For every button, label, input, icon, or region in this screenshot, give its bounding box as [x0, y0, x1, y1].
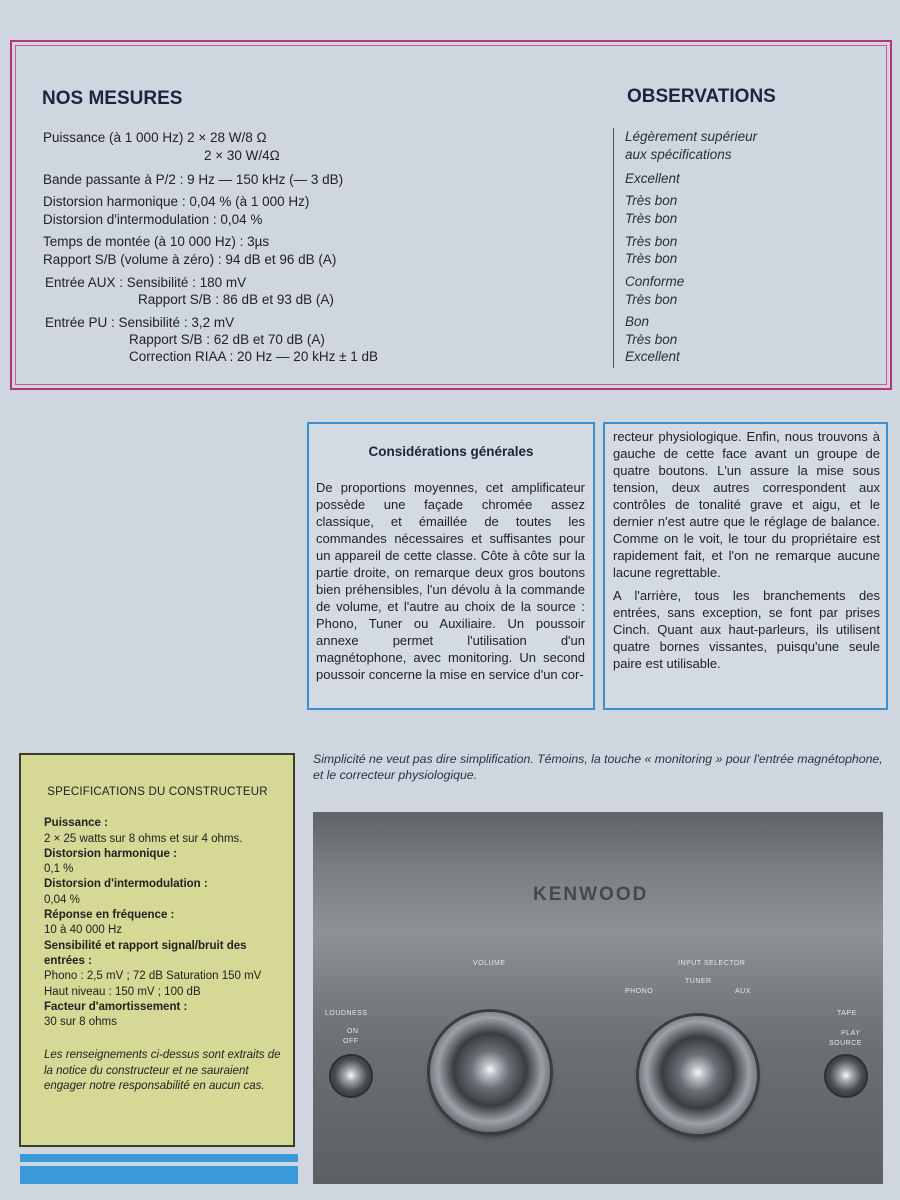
observation: Très bon [625, 193, 678, 208]
observation: Très bon [625, 211, 678, 226]
observation: Excellent [625, 349, 680, 364]
loudness-button [331, 1056, 371, 1096]
measure-row: Rapport S/B : 62 dB et 70 dB (A) [129, 332, 325, 347]
spec-value: 30 sur 8 ohms [44, 1016, 117, 1029]
input-selector-label: INPUT SELECTOR [678, 960, 746, 967]
measurements-box [10, 40, 892, 390]
aux-label: AUX [735, 988, 751, 995]
observation: Excellent [625, 171, 680, 186]
observation: Conforme [625, 274, 685, 289]
measure-row: Puissance (à 1 000 Hz) 2 × 28 W/8 Ω [43, 130, 267, 145]
source-label: SOURCE [829, 1040, 862, 1047]
observation: Très bon [625, 292, 678, 307]
tuner-label: TUNER [685, 978, 712, 985]
observation: Très bon [625, 234, 678, 249]
brand-logo: KENWOOD [533, 884, 649, 905]
measure-row: Temps de montée (à 10 000 Hz) : 3µs [43, 234, 270, 249]
measure-row: Distorsion harmonique : 0,04 % (à 1 000 Hz) [43, 194, 310, 209]
loudness-label: LOUDNESS [325, 1010, 368, 1017]
measure-row: Bande passante à P/2 : 9 Hz — 150 kHz (— 3 dB) [43, 172, 344, 187]
spec-value: Haut niveau : 150 mV ; 100 dB [44, 985, 201, 998]
spec-heading: Facteur d'amortissement : [44, 1000, 188, 1013]
measure-row: Entrée PU : Sensibilité : 3,2 mV [45, 315, 235, 330]
spec-value: 0,1 % [44, 863, 74, 876]
spec-value: 0,04 % [44, 893, 80, 906]
observations-title: OBSERVATIONS [627, 86, 776, 107]
measure-row: 2 × 30 W/4Ω [204, 148, 280, 163]
observation: aux spécifications [625, 147, 732, 162]
spec-value: 2 × 25 watts sur 8 ohms et sur 4 ohms. [44, 832, 243, 845]
volume-label: VOLUME [473, 960, 506, 967]
blue-stripe [20, 1166, 298, 1184]
considerations-title: Considérations générales [368, 444, 534, 459]
tape-monitor-button [826, 1056, 866, 1096]
play-label: PLAY [841, 1030, 861, 1037]
measurements-title: NOS MESURES [42, 88, 183, 109]
spec-value: 10 à 40 000 Hz [44, 924, 123, 937]
considerations-paragraph: De proportions moyennes, cet amplificateur possède une façade chromée assez classique, et émaillée de toutes les commandes nécessaires et suffisantes pour un appareil de cette classe. Côte à côte sur la partie droite, on remarque deux gros boutons bien préhensibles, l'un dévolu à la commande de volume, et l'autre au choix de la source : Phono, Tuner ou Auxiliaire. Un poussoir annexe permet l'utilisation d'un magnétophone, avec monitoring. Un second poussoir concerne la mise en service d'un cor- [316, 480, 585, 682]
measure-row: Rapport S/B : 86 dB et 93 dB (A) [138, 292, 334, 307]
tape-label: TAPE [837, 1010, 857, 1017]
observation: Légèrement supérieur [625, 129, 758, 144]
manufacturer-specs-box [19, 753, 295, 1147]
observations-divider [613, 128, 614, 368]
specs-title: SPECIFICATIONS DU CONSTRUCTEUR [47, 786, 268, 798]
considerations-paragraph: A l'arrière, tous les branchements des entrées, sans exception, se font par prises Cinch. Quant aux haut-parleurs, ils utilisent quatre bornes vissantes, puisqu'une seule paire est utilisable. [613, 588, 880, 671]
measure-row: Distorsion d'intermodulation : 0,04 % [43, 212, 263, 227]
spec-value: Phono : 2,5 mV ; 72 dB Saturation 150 mV [44, 970, 262, 983]
photo-caption: Simplicité ne veut pas dire simplification. Témoins, la touche « monitoring » pour l'entrée magnétophone, et le correcteur physiologique. [313, 752, 883, 782]
observation: Bon [625, 314, 650, 329]
considerations-left-column [307, 422, 595, 710]
measure-row: Correction RIAA : 20 Hz — 20 kHz ± 1 dB [129, 349, 379, 364]
measure-row: Entrée AUX : Sensibilité : 180 mV [45, 275, 247, 290]
specs-disclaimer: Les renseignements ci-dessus sont extraits de la notice du constructeur et ne sauraient engager notre responsabilité en aucun cas. [44, 1049, 281, 1093]
observation: Très bon [625, 332, 678, 347]
input-selector-knob [639, 1016, 757, 1134]
spec-heading: Distorsion d'intermodulation : [44, 878, 208, 891]
spec-heading: Puissance : [44, 817, 108, 830]
volume-knob [430, 1012, 550, 1132]
on-label: ON [347, 1028, 359, 1035]
phono-label: PHONO [625, 988, 654, 995]
considerations-right-column [603, 422, 888, 710]
blue-stripe [20, 1154, 298, 1162]
spec-heading: Sensibilité et rapport signal/bruit des entrées : [44, 939, 247, 967]
spec-heading: Réponse en fréquence : [44, 909, 175, 922]
amplifier-photo [313, 812, 883, 1184]
measure-row: Rapport S/B (volume à zéro) : 94 dB et 96 dB (A) [43, 252, 337, 267]
observation: Très bon [625, 251, 678, 266]
off-label: OFF [343, 1038, 359, 1045]
considerations-paragraph: recteur physiologique. Enfin, nous trouvons à gauche de cette face avant un groupe de quatre boutons. L'un assure la mise sous tension, deux autres correspondent aux contrôles de tonalité grave et aigu, et le dernier n'est autre que le réglage de balance. Comme on le voit, le tour du propriétaire est rapidement fait, et l'on ne remarque aucune lacune regrettable. [613, 429, 880, 580]
spec-heading: Distorsion harmonique : [44, 847, 177, 860]
